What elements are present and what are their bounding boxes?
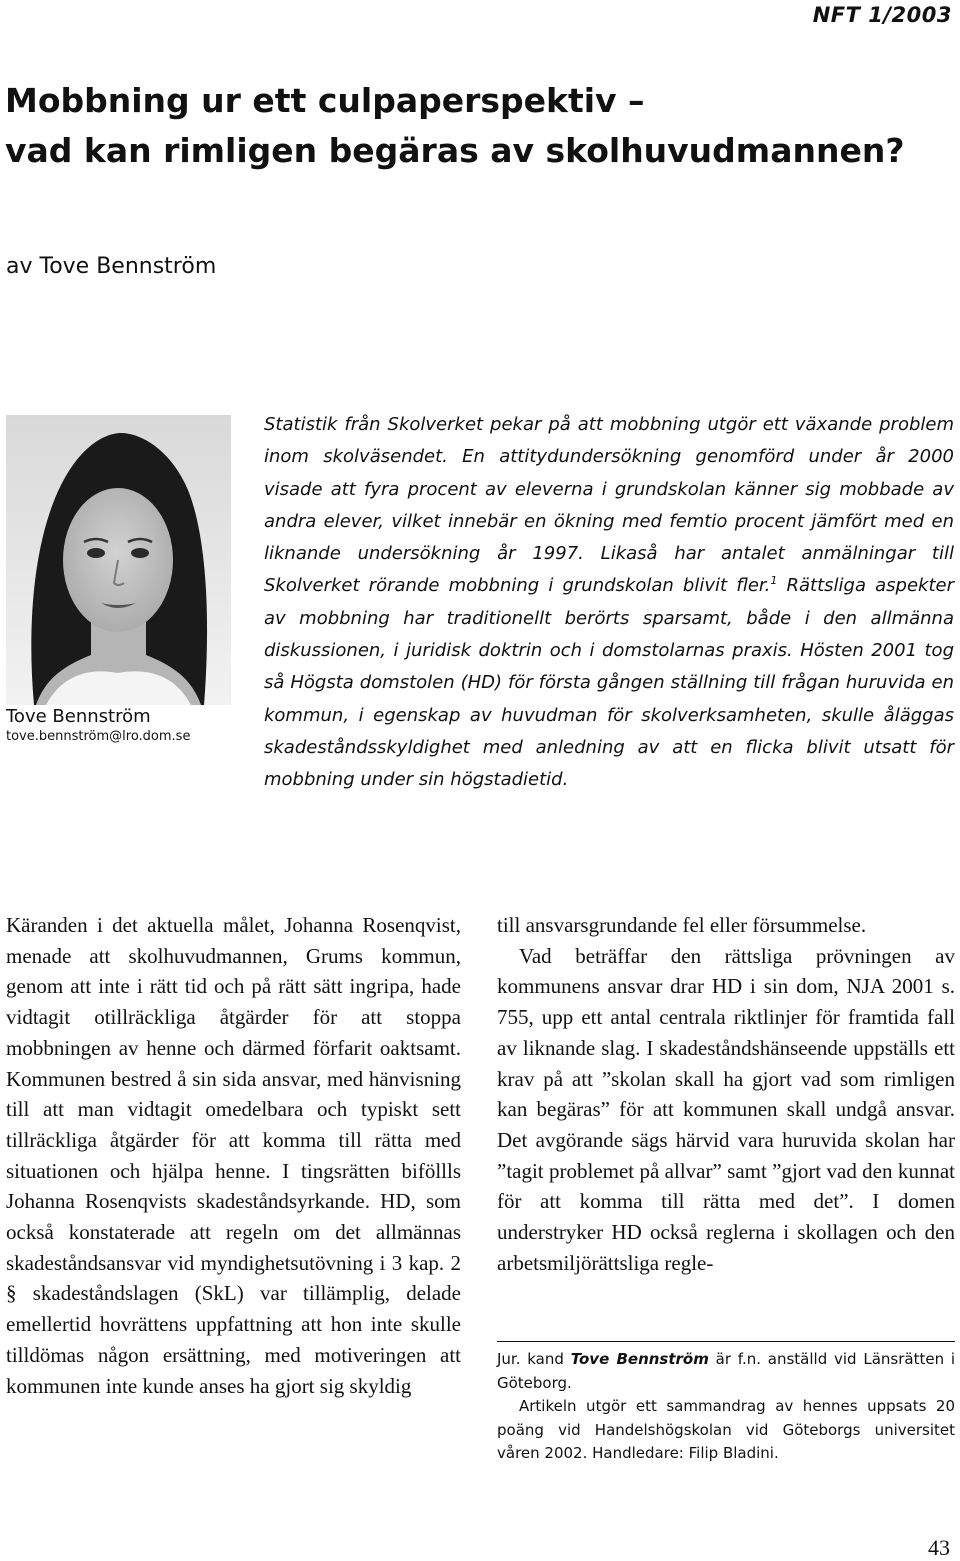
article-title [5, 76, 945, 176]
author-name: Tove Bennström [6, 706, 151, 727]
body-paragraph: Vad beträffar den rättsliga prövningen av kommunens ansvar drar HD i sin dom, NJA 2001 s. 755, upp ett antal centrala riktlinjer för framtida fall av liknande slag. I skadeståndshänseende uppställs ett krav på att ”skolan skall ha gjort vad som rimligen kan begäras” för att kommunen skall undgå ansvar. Det avgörande sägs härvid vara huruvida skolan har ”tagit problemet på allvar” samt ”gjort vad den kunnat för att komma till rätta med det”. I domen understryker HD också reglerna i skollagen och den arbetsmiljörättsliga regle- [497, 943, 955, 1275]
lead-text: Statistik från Skolverket pekar på att mobbning utgör ett växande problem inom skolväsendet. En attitydundersökning genomförd under år 2000 visade att fyra procent av eleverna i grundskolan känner sig mobbade av andra elever, vilket innebär en ökning med femtio procent jämfört med en liknande undersökning år 1997. Likaså har antalet anmälningar till Skolverket rörande mobbning i grundskolan blivit fler. [264, 414, 954, 597]
title-line-1: Mobbning ur ett culpaperspektiv – [5, 81, 645, 120]
footnote-line-1 [497, 1348, 955, 1395]
footnote-author: Tove Bennström [570, 1350, 709, 1368]
body-column-right [497, 910, 955, 1278]
body-paragraph: till ansvarsgrundande fel eller försummelse. [497, 913, 867, 937]
footnote-prefix: Jur. kand [497, 1350, 571, 1368]
body-column-left [6, 910, 461, 1401]
journal-issue: NFT 1/2003 [812, 3, 952, 27]
author-photo [6, 415, 231, 705]
author-email[interactable]: tove.bennström@lro.dom.se [6, 729, 191, 744]
lead-text-continued: Rättsliga aspekter av mobbning har traditionellt berörts sparsamt, både i den allmänna diskussionen, i juridisk doktrin och i domstolarnas praxis. Hösten 2001 tog så Högsta domstolen (HD) för första gången ställning till frågan huruvida en kommun, i egenskap av huvudman för skolverksamheten, skulle åläggas skadeståndsskyldighet med anledning av att en flicka blivit utsatt för mobbning under sin högstadietid. [264, 575, 955, 791]
footnote-divider [497, 1341, 955, 1342]
footnote-line-2: Artikeln utgör ett sammandrag av hennes uppsats 20 poäng vid Handelshögskolan vid Göteborgs universitet våren 2002. Handledare: Filip Bladini. [497, 1397, 955, 1462]
lead-paragraph [264, 409, 954, 797]
footnote-ref[interactable]: 1 [770, 574, 778, 588]
portrait-image [6, 415, 231, 705]
body-paragraph: Käranden i det aktuella målet, Johanna Rosenqvist, menade att skolhuvudmannen, Grums kommun, genom att inte i rätt tid och på rätt sätt ingripa, hade vidtagit otillräckliga åtgärder för att stoppa mobbningen av henne och därmed förfarit oaktsamt. Kommunen bestred å sin sida ansvar, med hänvisning till att man vidtagit omedelbara och typiskt sett tillräckliga åtgärder för att komma till rätta med situationen och hjälpa henne. I tingsrätten biföllls Johanna Rosenqvists skadeståndsyrkande. HD, som också konstaterade att regeln om det allmännas skadeståndsansvar vid myndighetsutövning i 3 kap. 2 § skadeståndslagen (SkL) var tillämplig, delade emellertid hovrättens uppfattning att hon inte skulle tilldömas någon ersättning, med motiveringen att kommunen inte kunde anses ha gjort sig skyldig [6, 913, 461, 1398]
author-footnote [497, 1348, 955, 1466]
byline: av Tove Bennström [6, 254, 217, 279]
footnote-suffix: är f.n. anställd vid Länsrätten i Göteborg. [497, 1350, 956, 1392]
title-line-2: vad kan rimligen begäras av skolhuvudmannen? [5, 131, 905, 170]
page-number: 43 [928, 1535, 950, 1560]
